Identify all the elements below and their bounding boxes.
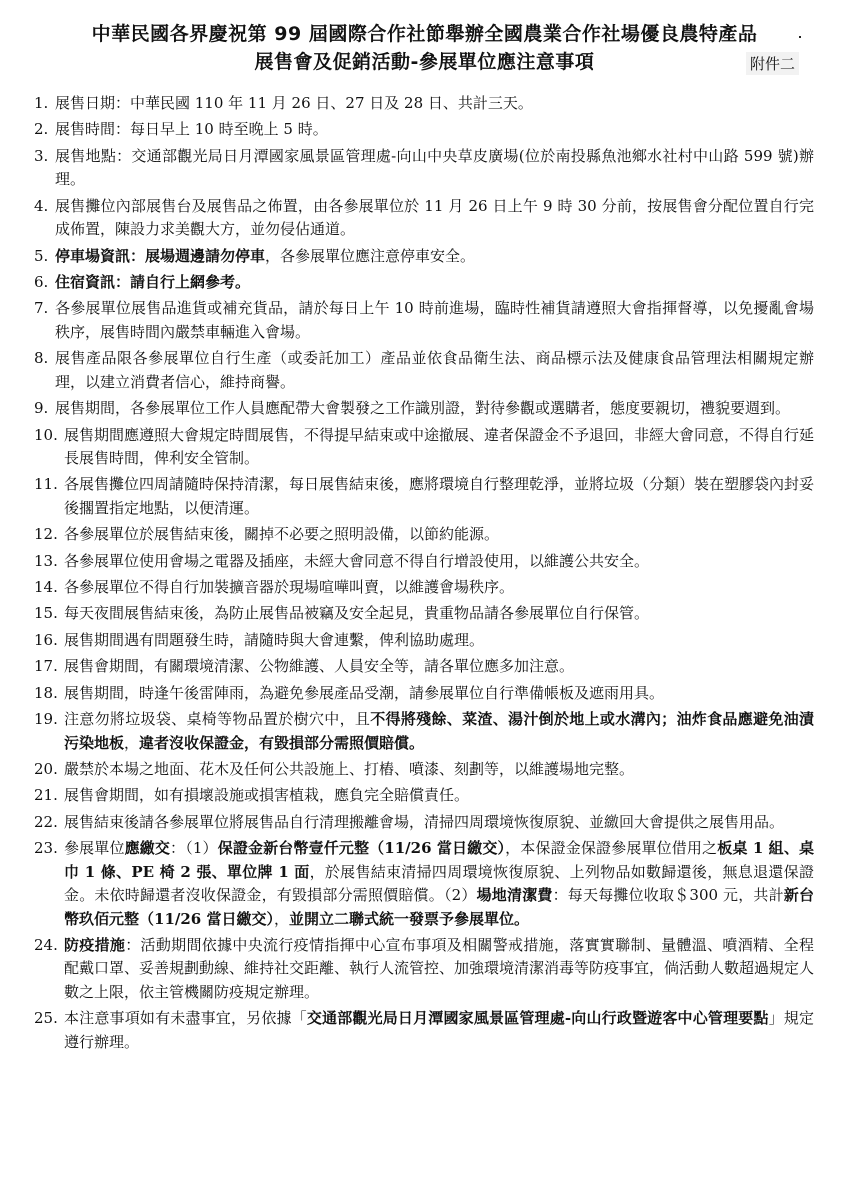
notice-item-text [55,92,814,116]
notice-item-text [64,655,814,679]
notice-item [34,424,814,471]
notice-item [34,576,814,600]
text-segment: 參展單位 [64,839,125,858]
text-segment: 展售期間應遵照大會規定時間展售，不得提早結束或中途撤展、違者保證金不予退回，非經大會同意，不得自行延長展售時間，俾利安全管制。 [64,425,815,468]
notice-item-text [64,811,814,835]
notice-item-number: 18. [34,683,58,702]
emphasis-text: 應繳交 [124,839,171,858]
scan-speck [799,36,801,38]
notice-item [34,523,814,547]
notice-item [34,758,814,782]
text-segment: 各展售攤位四周請隨時保持清潔，每日展售結束後，應將環境自行整理乾淨，並將垃圾（分類）裝在塑膠袋內封妥後擱置指定地點，以便清運。 [64,475,815,517]
text-segment: ， [124,733,140,752]
emphasis-text: 不得將殘餘、菜渣、湯汁倒於地上或水溝內；油炸食品應避免油漬污染地板 [64,710,814,752]
notice-item-number: 21. [34,786,58,805]
text-segment: ，各參展單位應注意停車安全。 [265,246,476,265]
emphasis-text: 交通部觀光局日月潭國家風景區管理處-向山行政暨遊客中心管理要點 [306,1009,769,1028]
text-segment: 各參展單位於展售結束後，關掉不必要之照明設備，以節約能源。 [64,525,500,544]
notice-item [34,655,814,679]
notice-item-text [64,784,814,808]
notice-item-number: 20. [34,759,58,778]
text-segment: ：活動期間依據中央流行疫情指揮中心宣布事項及相關警戒措施，落實實聯制、量體溫、噴酒精、全程配戴口罩、妥善規劃動線、維持社交距離、執行人流管控、加強環境清潔消毒等防疫事宜，倘活動人數超過規定人數之上限，依主管機關防疫規定辦理。 [64,935,815,1001]
notice-item-number: 16. [34,630,58,649]
notice-item-number: 4. [34,196,49,215]
notice-item-number: 11. [34,475,58,494]
notice-item-number: 5. [34,246,49,265]
notice-item-number: 13. [34,551,58,570]
notice-item-number: 7. [34,299,49,318]
text-segment: ，本保證金保證參展單位借用之 [505,839,718,858]
notice-item-number: 10. [34,425,58,444]
notice-item [34,934,814,1005]
document-header [0,20,849,76]
text-segment: 展售時間：每日早上 10 時至晚上 5 時。 [55,120,328,139]
notice-item [34,297,814,344]
notice-item-text [64,602,814,626]
notice-item-number: 3. [34,146,49,165]
text-segment: 展售攤位內部展售台及展售品之佈置，由各參展單位於 11 月 26 日上午 9 時 30 分前，按展售會分配位置自行完成佈置，陳設力求美觀大方，並勿侵佔通道。 [55,196,814,239]
text-segment: 展售結束後請各參展單位將展售品自行清理搬離會場，清掃四周環境恢復原貌、並繳回大會提供之展售用品。 [64,812,785,831]
notice-item-text [55,297,814,344]
emphasis-text: 保證金新台幣壹仟元整（11/26 當日繳交） [217,839,506,858]
notice-item [34,629,814,653]
notice-item [34,550,814,574]
text-segment: 展售地點：交通部觀光局日月潭國家風景區管理處-向山中央草皮廣場(位於南投縣魚池鄉水社村中山路 599 號)辦理。 [55,146,814,189]
notice-item [34,784,814,808]
notice-item-text [64,758,814,782]
notice-item-text [64,473,814,520]
text-segment: 各參展單位使用會場之電器及插座，未經大會同意不得自行增設使用，以維護公共安全。 [64,551,650,570]
notice-item-text [64,550,814,574]
notice-item-text [55,118,814,142]
notice-item-text [55,145,814,192]
notice-item-text [64,629,814,653]
emphasis-text: 違者沒收保證金，有毀損部分需照價賠償。 [139,733,425,752]
text-segment: 」規定遵行辦理。 [64,1009,814,1051]
notice-item-number: 1. [34,94,49,112]
document-title-line2: 展售會及促銷活動-參展單位應注意事項 [254,51,595,73]
notice-item-number: 25. [34,1009,58,1028]
notice-item-text [64,682,814,706]
notice-item-text [55,397,814,421]
text-segment: ， [273,909,289,928]
notice-item [34,397,814,421]
notice-item-number: 23. [34,839,58,858]
text-segment: 展售會期間，如有損壞設施或損害植栽，應負完全賠償責任。 [64,786,470,805]
notice-item-number: 6. [34,272,49,291]
text-segment: ，於展售結束清掃四周環境恢復原貌、上列物品如數歸還後，無息退還保證金。未依時歸還者沒收保證金，有毀損部分需照價賠償。（2） [64,862,814,905]
text-segment: 注意勿將垃圾袋、桌椅等物品置於樹穴中，且 [64,710,371,729]
notice-item-number: 14. [34,578,58,597]
emphasis-text: 停車場資訊：展場週邊請勿停車 [55,246,266,265]
text-segment: 展售日期：中華民國 110 年 11 月 26 日、27 日及 28 日、共計三天。 [55,94,533,112]
notice-item-text [64,576,814,600]
notice-item [34,473,814,520]
notice-item-number: 24. [34,935,58,954]
notice-item [34,195,814,242]
notice-item [34,145,814,192]
notice-item-number: 9. [34,399,49,418]
text-segment: 各參展單位不得自行加裝擴音器於現場喧嘩叫賣，以維護會場秩序。 [64,578,515,597]
notice-item [34,682,814,706]
notice-item-text [64,1007,814,1054]
notice-item [34,92,814,116]
emphasis-text: 住宿資訊：請自行上網參考。 [55,272,251,291]
notice-item [34,118,814,142]
notice-item-text [64,708,814,755]
notice-item-number: 22. [34,812,58,831]
notice-item-number: 17. [34,657,58,676]
notice-item-number: 12. [34,525,58,544]
text-segment: 展售期間，各參展單位工作人員應配帶大會製發之工作識別證，對待參觀或選購者，態度要親切，禮貌要週到。 [55,399,791,418]
emphasis-text: 並開立二聯式統一發票予參展單位。 [288,909,529,928]
notice-item [34,1007,814,1054]
text-segment: ：（1） [170,839,218,858]
notice-item-number: 15. [34,604,58,623]
text-segment: 展售期間，時逢午後雷陣雨，為避免參展產品受潮，請參展單位自行準備帳板及遮雨用具。 [64,683,665,702]
text-segment: ：每天每攤位收取＄300 元，共計 [552,886,784,905]
text-segment: 嚴禁於本場之地面、花木及任何公共設施上、打樁、噴漆、刻劃等，以維護場地完整。 [64,759,635,778]
notice-item [34,271,814,295]
notice-item-text [55,195,814,242]
notice-item [34,245,814,269]
notice-item [34,347,814,394]
text-segment: 展售會期間，有關環境清潔、公物維護、人員安全等，請各單位應多加注意。 [64,657,575,676]
text-segment: 每天夜間展售結束後，為防止展售品被竊及安全起見，貴重物品請各參展單位自行保管。 [64,604,650,623]
notice-item [34,602,814,626]
notice-item-text [64,424,814,471]
document-title-line1: 中華民國各界慶祝第 99 屆國際合作社節舉辦全國農業合作社場優良農特產品 [91,23,758,45]
notice-list [34,92,814,1057]
notice-item [34,837,814,931]
emphasis-text: 板桌 1 組、桌巾 1 條、PE 椅 2 張、單位牌 1 面 [64,839,814,881]
notice-item-number: 19. [34,710,58,729]
text-segment: 展售期間遇有問題發生時，請隨時與大會連繫，俾利協助處理。 [64,630,485,649]
notice-item [34,811,814,835]
notice-item-text [64,523,814,547]
text-segment: 展售產品限各參展單位自行生產（或委託加工）產品並依食品衛生法、商品標示法及健康食品管理法相關規定辦理，以建立消費者信心，維持商譽。 [55,349,814,391]
notice-item-text [55,347,814,394]
notice-item [34,708,814,755]
text-segment: 各參展單位展售品進貨或補充貨品，請於每日上午 10 時前進場，臨時性補貨請遵照大會指揮督導，以免擾亂會場秩序，展售時間內嚴禁車輛進入會場。 [55,299,814,341]
emphasis-text: 新台幣玖佰元整（11/26 當日繳交） [64,886,814,928]
notice-item-text [64,934,814,1005]
annex-label: 附件二 [746,52,799,75]
notice-item-number: 2. [34,120,49,139]
emphasis-text: 防疫措施 [64,935,126,954]
emphasis-text: 場地清潔費 [476,886,553,905]
notice-item-text [64,837,814,931]
notice-item-text [55,271,814,295]
notice-item-number: 8. [34,349,49,368]
notice-item-text [55,245,814,269]
text-segment: 本注意事項如有未盡事宜，另依據「 [64,1009,307,1028]
